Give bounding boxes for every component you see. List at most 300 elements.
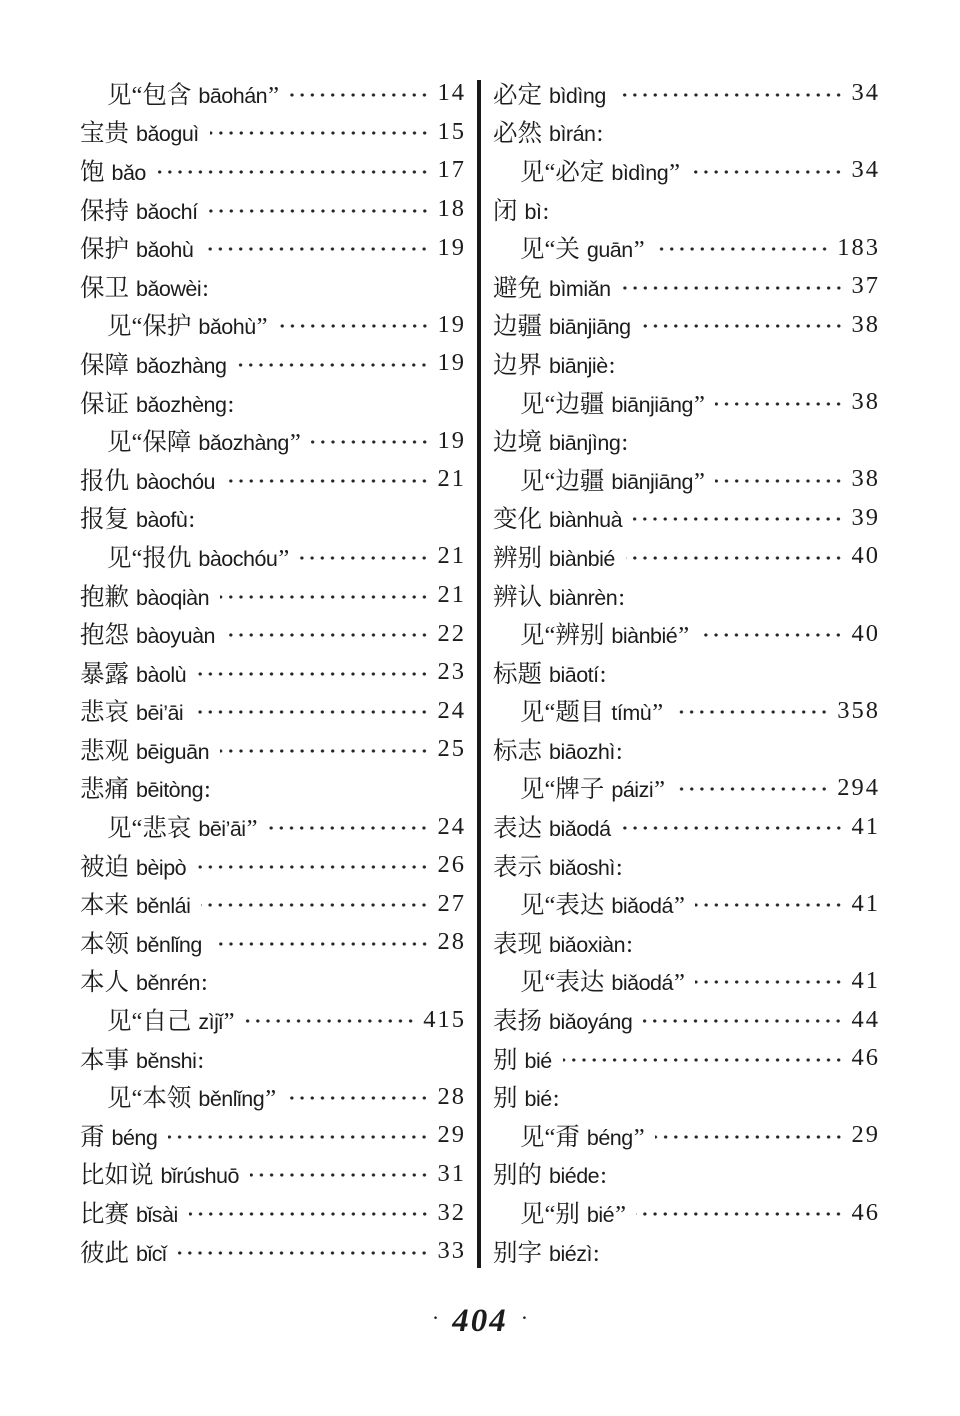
index-entry-row xyxy=(493,576,878,615)
entry-see-prefix: 见“ xyxy=(107,313,143,341)
entry-hanzi: 表达 xyxy=(555,969,605,997)
entry-pinyin: bàofù xyxy=(136,508,188,533)
entry-pinyin: bēi’āi xyxy=(136,701,184,726)
entry-pinyin: bàoyuàn xyxy=(136,624,215,649)
entry-page-number: 41 xyxy=(851,812,880,840)
entry-pinyin: bìmiǎn xyxy=(549,276,611,301)
entry-label xyxy=(493,1041,553,1076)
index-entry-row xyxy=(493,74,878,113)
entry-label xyxy=(520,693,663,728)
dot-leader xyxy=(189,1211,430,1217)
entry-hanzi: 悲哀 xyxy=(80,699,129,727)
entry-label xyxy=(80,578,210,613)
entry-page-number: 33 xyxy=(437,1237,466,1265)
index-entry-row xyxy=(493,421,878,460)
entry-page-number: 40 xyxy=(851,542,880,570)
entry-see-prefix: 见“ xyxy=(520,1201,556,1229)
entry-hanzi: 抱歉 xyxy=(80,583,129,611)
entry-page-number: 17 xyxy=(437,156,466,184)
entry-label xyxy=(520,385,705,420)
dot-leader xyxy=(197,864,429,870)
entry-see-prefix: 见“ xyxy=(520,236,556,264)
dot-leader xyxy=(643,1018,843,1024)
entry-hanzi: 表达 xyxy=(493,815,542,843)
entry-pinyin: bǎoguì xyxy=(136,122,199,147)
entry-hanzi: 保障 xyxy=(142,429,192,457)
dot-leader xyxy=(655,246,830,252)
index-entry-row xyxy=(80,653,464,692)
entry-hanzi: 别字 xyxy=(493,1239,542,1267)
dot-leader xyxy=(210,130,430,136)
entry-hanzi: 饱 xyxy=(80,158,105,186)
entry-hanzi: 保持 xyxy=(80,197,129,225)
entry-suffix: ” xyxy=(278,544,290,572)
entry-suffix: : xyxy=(618,583,626,611)
entry-page-number: 39 xyxy=(851,503,880,531)
entry-pinyin: bìdìng xyxy=(549,83,606,108)
entry-pinyin: biǎoyáng xyxy=(549,1010,633,1035)
entry-see-prefix: 见“ xyxy=(520,1123,556,1151)
entry-label xyxy=(80,925,203,960)
entry-label xyxy=(520,1195,626,1230)
entry-suffix: ” xyxy=(673,969,685,997)
entry-label xyxy=(80,385,234,420)
entry-page-number: 415 xyxy=(423,1005,466,1033)
dot-leader xyxy=(690,169,843,175)
entry-pinyin: bǎohù xyxy=(136,238,194,263)
dot-leader xyxy=(278,323,430,329)
entry-label xyxy=(80,462,216,497)
entry-page-number: 294 xyxy=(837,773,880,801)
entry-suffix: : xyxy=(197,1046,205,1074)
entry-page-number: 40 xyxy=(851,619,880,647)
entry-page-number: 24 xyxy=(437,696,466,724)
entry-suffix: ” xyxy=(673,892,685,920)
entry-hanzi: 暴露 xyxy=(80,660,129,688)
index-entry-row xyxy=(80,228,464,267)
index-entry-row xyxy=(80,884,464,923)
dot-leader xyxy=(675,786,829,792)
entry-label xyxy=(493,1156,607,1191)
index-column-right xyxy=(493,74,878,1270)
index-entry-row xyxy=(80,421,464,460)
dot-leader xyxy=(204,246,429,252)
page-footer xyxy=(0,1303,960,1340)
entry-pinyin: páizi xyxy=(611,778,654,803)
entry-page-number: 24 xyxy=(437,812,466,840)
entry-hanzi: 被迫 xyxy=(80,853,129,881)
index-entry-row xyxy=(493,1077,878,1116)
entry-page-number: 21 xyxy=(437,542,466,570)
entry-page-number: 29 xyxy=(437,1121,466,1149)
entry-pinyin: běnshi xyxy=(136,1048,197,1073)
entry-label xyxy=(80,616,216,651)
entry-pinyin: bēi’āi xyxy=(198,817,246,842)
index-column-left xyxy=(80,74,464,1270)
index-entry-row xyxy=(80,846,464,885)
entry-hanzi: 保障 xyxy=(80,351,129,379)
entry-suffix: : xyxy=(188,506,196,534)
entry-hanzi: 边界 xyxy=(493,351,542,379)
entry-pinyin: guān xyxy=(586,238,633,263)
dot-leader xyxy=(267,825,429,831)
entry-pinyin: bìdìng xyxy=(611,160,669,185)
dot-leader xyxy=(715,478,844,484)
entry-label xyxy=(493,346,615,381)
entry-label xyxy=(493,192,549,227)
entry-pinyin: bìrán xyxy=(549,122,596,147)
entry-label xyxy=(107,307,268,342)
entry-label xyxy=(520,462,705,497)
entry-label xyxy=(493,76,607,111)
entry-suffix: ” xyxy=(654,776,665,804)
entry-suffix: ” xyxy=(669,158,681,186)
entry-page-number: 21 xyxy=(437,581,466,609)
entry-label xyxy=(520,963,685,998)
entry-suffix: ” xyxy=(223,1008,235,1036)
entry-pinyin: běnlǐng xyxy=(136,932,202,957)
dot-leader xyxy=(197,671,429,677)
entry-pinyin: biānjìng xyxy=(549,431,621,456)
column-divider xyxy=(477,80,481,1268)
entry-page-number: 28 xyxy=(437,1082,466,1110)
entry-page-number: 14 xyxy=(437,79,466,107)
entry-label xyxy=(493,1079,560,1114)
footer-dot-left: · xyxy=(431,1305,440,1330)
entry-label xyxy=(80,1195,179,1230)
entry-hanzi: 关 xyxy=(555,236,580,264)
entry-page-number: 28 xyxy=(437,928,466,956)
index-entry-row xyxy=(493,846,878,885)
entry-hanzi: 保护 xyxy=(80,236,129,264)
entry-label xyxy=(107,423,301,458)
dot-leader xyxy=(157,169,430,175)
entry-pinyin: bǎohù xyxy=(198,315,256,340)
entry-page-number: 34 xyxy=(851,156,880,184)
entry-page-number: 41 xyxy=(851,966,880,994)
entry-label xyxy=(80,1041,204,1076)
entry-pinyin: bèipò xyxy=(136,855,187,880)
entry-label xyxy=(80,963,208,998)
index-entry-row xyxy=(80,1077,464,1116)
dot-leader xyxy=(168,1134,429,1140)
entry-hanzi: 标题 xyxy=(493,660,542,688)
dot-leader xyxy=(289,92,430,98)
index-entry-row xyxy=(80,267,464,306)
entry-pinyin: bàochóu xyxy=(136,469,215,494)
entry-pinyin: bēitòng xyxy=(136,778,204,803)
entry-label xyxy=(520,886,685,921)
index-entry-row xyxy=(493,228,878,267)
entry-hanzi: 宝贵 xyxy=(80,120,129,148)
entry-see-prefix: 见“ xyxy=(107,544,143,572)
entry-label xyxy=(80,848,187,883)
index-entry-row xyxy=(493,113,878,152)
entry-hanzi: 保护 xyxy=(142,313,192,341)
entry-see-prefix: 见“ xyxy=(520,699,556,727)
entry-page-number: 32 xyxy=(437,1198,466,1226)
index-entry-row xyxy=(80,692,464,731)
entry-hanzi: 悲痛 xyxy=(80,776,129,804)
entry-hanzi: 辨别 xyxy=(555,622,605,650)
entry-page-number: 25 xyxy=(437,735,466,763)
entry-see-prefix: 见“ xyxy=(520,390,556,418)
entry-suffix: ” xyxy=(633,1123,645,1151)
entry-pinyin: biǎoshì xyxy=(549,855,615,880)
entry-pinyin: biǎodá xyxy=(611,971,673,996)
index-entry-row xyxy=(493,151,878,190)
entry-hanzi: 别 xyxy=(493,1046,518,1074)
entry-hanzi: 悲观 xyxy=(80,737,129,765)
column-gutter xyxy=(464,74,493,1270)
entry-hanzi: 必然 xyxy=(493,120,542,148)
index-entry-row xyxy=(493,923,878,962)
entry-suffix: : xyxy=(599,660,607,688)
entry-suffix: ” xyxy=(633,236,645,264)
index-entry-row xyxy=(493,692,878,731)
entry-page-number: 22 xyxy=(437,619,466,647)
entry-pinyin: biǎodá xyxy=(611,894,673,919)
entry-pinyin: bǐrúshuō xyxy=(160,1164,239,1189)
entry-hanzi: 甭 xyxy=(555,1123,580,1151)
entry-page-number: 18 xyxy=(437,195,466,223)
entry-suffix: ” xyxy=(256,313,268,341)
entry-hanzi: 表扬 xyxy=(493,1008,542,1036)
entry-hanzi: 保卫 xyxy=(80,274,129,302)
entry-label xyxy=(493,1234,600,1269)
dot-leader xyxy=(695,979,844,985)
entry-pinyin: biànbié xyxy=(611,624,678,649)
entry-hanzi: 彼此 xyxy=(80,1239,129,1267)
entry-hanzi: 变化 xyxy=(493,506,542,534)
entry-hanzi: 报仇 xyxy=(80,467,129,495)
entry-page-number: 19 xyxy=(437,233,466,261)
index-entry-row xyxy=(493,383,878,422)
entry-suffix: : xyxy=(621,429,629,457)
entry-label xyxy=(80,230,194,265)
entry-label xyxy=(520,770,665,805)
entry-hanzi: 本领 xyxy=(80,930,129,958)
index-entry-row xyxy=(80,769,464,808)
entry-pinyin: biéde xyxy=(549,1164,600,1189)
dot-leader xyxy=(299,555,429,561)
index-entry-row xyxy=(80,1193,464,1232)
entry-see-prefix: 见“ xyxy=(107,81,143,109)
dot-leader xyxy=(636,1211,844,1217)
entry-pinyin: bēiguān xyxy=(136,739,210,764)
index-entry-row xyxy=(80,1116,464,1155)
index-entry-row xyxy=(80,344,464,383)
index-entry-row xyxy=(493,730,878,769)
entry-see-prefix: 见“ xyxy=(520,622,556,650)
index-entry-row xyxy=(80,383,464,422)
entry-page-number: 183 xyxy=(837,233,880,261)
entry-page-number: 46 xyxy=(851,1044,880,1072)
footer-dot-right: · xyxy=(520,1305,529,1330)
index-entry-row xyxy=(80,1232,464,1271)
index-entry-row xyxy=(493,190,878,229)
entry-label xyxy=(80,153,147,188)
entry-label xyxy=(80,693,184,728)
entry-page-number: 38 xyxy=(851,465,880,493)
entry-pinyin: tímù xyxy=(611,701,652,726)
entry-hanzi: 自己 xyxy=(142,1008,192,1036)
dot-leader xyxy=(622,825,844,831)
entry-label xyxy=(107,539,289,574)
entry-label xyxy=(80,886,191,921)
dot-leader xyxy=(695,902,844,908)
entry-pinyin: biǎodá xyxy=(549,817,611,842)
entry-label xyxy=(107,809,257,844)
entry-page-number: 34 xyxy=(851,79,880,107)
dot-leader xyxy=(220,594,429,600)
entry-hanzi: 牌子 xyxy=(555,776,605,804)
entry-hanzi: 表达 xyxy=(555,892,605,920)
entry-suffix: : xyxy=(227,390,235,418)
entry-pinyin: biānjiāng xyxy=(611,469,693,494)
index-entry-row xyxy=(80,576,464,615)
entry-hanzi: 边疆 xyxy=(555,467,605,495)
entry-page-number: 37 xyxy=(851,272,880,300)
entry-suffix: : xyxy=(592,1239,600,1267)
entry-suffix: ” xyxy=(246,815,258,843)
entry-suffix: : xyxy=(608,351,616,379)
index-entry-row xyxy=(493,884,878,923)
entry-page-number: 27 xyxy=(437,889,466,917)
index-entry-row xyxy=(80,1039,464,1078)
index-entry-row xyxy=(80,614,464,653)
index-entry-row xyxy=(80,190,464,229)
index-entry-row xyxy=(80,923,464,962)
index-entry-row xyxy=(493,769,878,808)
entry-label xyxy=(107,1079,276,1114)
entry-label xyxy=(80,346,227,381)
entry-hanzi: 辨别 xyxy=(493,544,542,572)
entry-label xyxy=(80,1156,240,1191)
entry-suffix: ” xyxy=(265,1085,277,1113)
entry-label xyxy=(80,269,209,304)
entry-hanzi: 避免 xyxy=(493,274,542,302)
entry-label xyxy=(493,809,612,844)
index-entry-row xyxy=(80,460,464,499)
entry-see-prefix: 见“ xyxy=(520,467,556,495)
entry-label xyxy=(493,1002,633,1037)
index-entry-row xyxy=(493,1116,878,1155)
dot-leader xyxy=(194,709,429,715)
index-entry-row xyxy=(80,74,464,113)
dot-leader xyxy=(673,709,829,715)
index-entry-row xyxy=(493,653,878,692)
entry-label xyxy=(520,230,645,265)
entry-label xyxy=(493,732,623,767)
entry-hanzi: 表示 xyxy=(493,853,542,881)
index-entry-row xyxy=(80,962,464,1001)
dot-leader xyxy=(655,1134,844,1140)
index-entry-row xyxy=(493,267,878,306)
entry-label xyxy=(493,114,603,149)
entry-hanzi: 必定 xyxy=(493,81,542,109)
dot-leader xyxy=(226,478,430,484)
index-entry-row xyxy=(80,537,464,576)
entry-label xyxy=(107,1002,235,1037)
index-entry-row xyxy=(493,614,878,653)
entry-pinyin: béng xyxy=(111,1125,158,1150)
dot-leader xyxy=(699,632,843,638)
entry-label xyxy=(493,848,623,883)
dot-leader xyxy=(220,748,429,754)
dot-leader xyxy=(226,632,430,638)
entry-see-prefix: 见“ xyxy=(520,158,556,186)
entry-suffix: : xyxy=(615,853,623,881)
entry-hanzi: 甭 xyxy=(80,1123,105,1151)
index-entry-row xyxy=(80,1155,464,1194)
entry-pinyin: biānjiāng xyxy=(611,392,693,417)
dot-leader xyxy=(177,1250,429,1256)
entry-page-number: 21 xyxy=(437,465,466,493)
entry-see-prefix: 见“ xyxy=(107,1085,143,1113)
entry-pinyin: bǎozhèng xyxy=(136,392,227,417)
index-entry-row xyxy=(493,1232,878,1271)
entry-label xyxy=(80,770,211,805)
index-entry-row xyxy=(80,113,464,152)
index-entry-row xyxy=(493,962,878,1001)
dot-leader xyxy=(633,516,843,522)
index-entry-row xyxy=(80,499,464,538)
dot-leader xyxy=(311,439,430,445)
index-entry-row xyxy=(80,730,464,769)
entry-suffix: ” xyxy=(268,81,279,109)
entry-page-number: 15 xyxy=(437,117,466,145)
entry-pinyin: bǐsài xyxy=(136,1203,178,1228)
entry-hanzi: 别 xyxy=(493,1085,518,1113)
entry-pinyin: biànhuà xyxy=(549,508,623,533)
entry-suffix: ” xyxy=(693,467,705,495)
index-entry-row xyxy=(80,306,464,345)
entry-page-number: 44 xyxy=(851,1005,880,1033)
index-entry-row xyxy=(493,1039,878,1078)
entry-see-prefix: 见“ xyxy=(107,1008,143,1036)
entry-label xyxy=(80,1234,167,1269)
entry-page-number: 46 xyxy=(851,1198,880,1226)
entry-hanzi: 本来 xyxy=(80,892,129,920)
entry-hanzi: 比赛 xyxy=(80,1201,129,1229)
entry-hanzi: 保证 xyxy=(80,390,129,418)
entry-page-number: 29 xyxy=(851,1121,880,1149)
entry-suffix: : xyxy=(200,969,208,997)
entry-suffix: ” xyxy=(652,699,664,727)
entry-pinyin: biāozhì xyxy=(549,739,615,764)
dot-leader xyxy=(626,555,844,561)
entry-pinyin: biānjiāng xyxy=(549,315,631,340)
entry-label xyxy=(493,307,632,342)
entry-pinyin: biànrèn xyxy=(549,585,618,610)
entry-suffix: ” xyxy=(693,390,705,418)
entry-pinyin: biāotí xyxy=(549,662,599,687)
entry-hanzi: 别 xyxy=(555,1201,580,1229)
index-entry-row xyxy=(493,807,878,846)
entry-label xyxy=(493,539,616,574)
entry-page-number: 41 xyxy=(851,889,880,917)
dot-leader xyxy=(563,1057,844,1063)
entry-pinyin: bì xyxy=(524,199,542,224)
entry-page-number: 31 xyxy=(437,1159,466,1187)
entry-label xyxy=(493,500,623,535)
entry-page-number: 26 xyxy=(437,851,466,879)
entry-label xyxy=(493,655,606,690)
entry-hanzi: 辨认 xyxy=(493,583,542,611)
entry-pinyin: biānjiè xyxy=(549,353,608,378)
entry-suffix: : xyxy=(202,274,209,302)
